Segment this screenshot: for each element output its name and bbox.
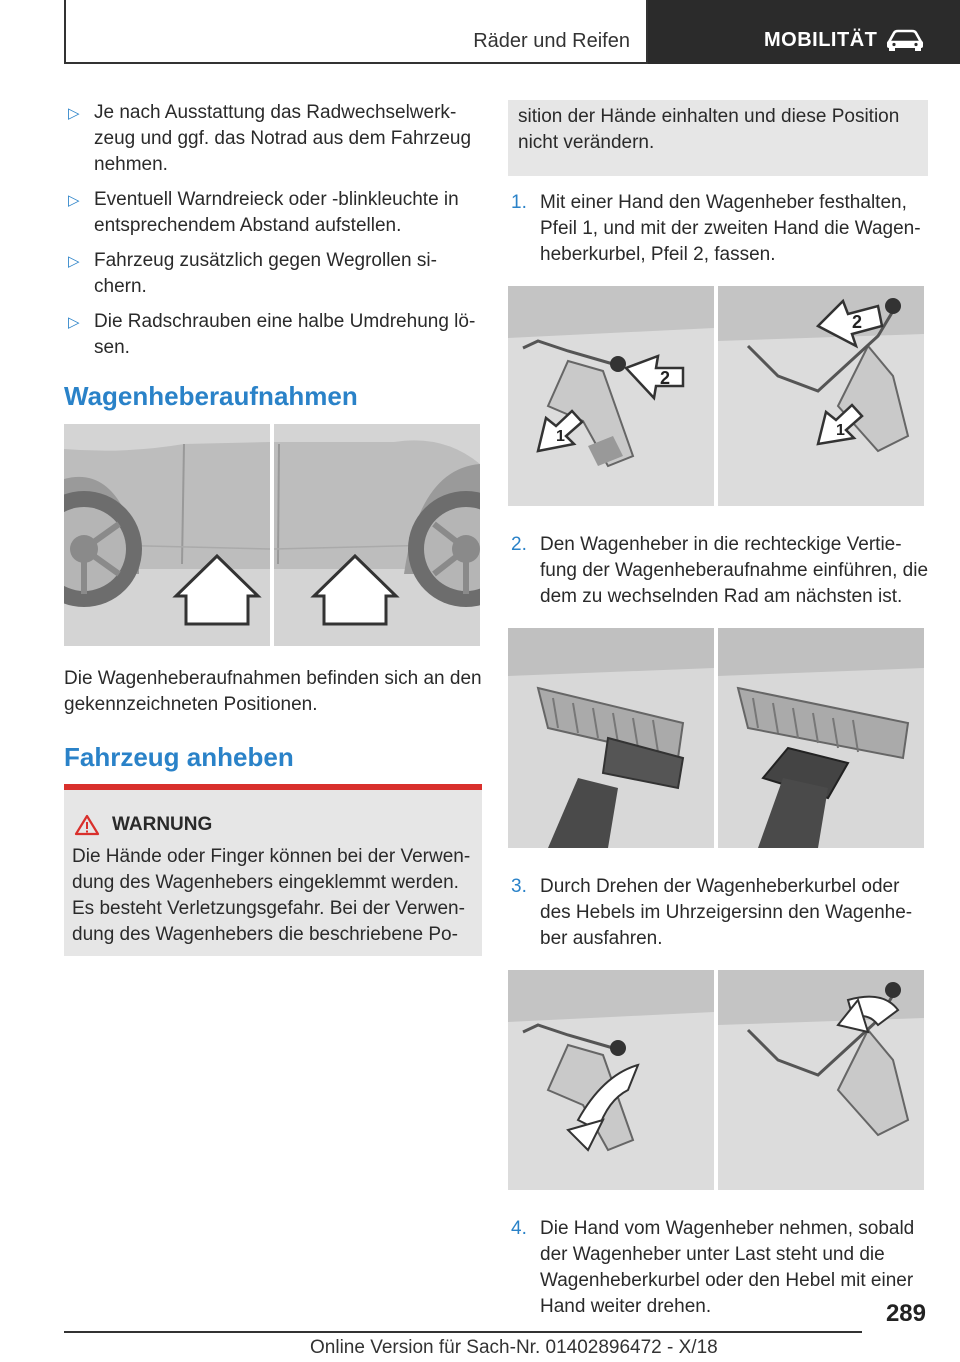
step-item — [508, 190, 928, 268]
step-number: 4. — [511, 1218, 527, 1239]
list-item — [64, 309, 482, 361]
step-text: Mit einer Hand den Wagenheber festhalten, Pfeil 1, und mit der zweiten Hand die Wagenheberkurbel, Pfeil 2, fassen. — [540, 192, 921, 265]
chapter-tab — [648, 0, 960, 64]
heading-raise-vehicle: Fahrzeug anheben — [64, 742, 294, 772]
arrow-2-label: 2 — [852, 312, 863, 332]
warning-text: Die Hände oder Finger können bei der Verwendung des Wagenhebers eingeklemmt werden. Es besteht Verletzungsgefahr. Bei der Verwendung des Wagenhebers die beschriebene Po- — [72, 846, 471, 945]
step-text: Die Hand vom Wagenheber nehmen, sobald der Wagenheber unter Last steht und die Wagenheberkurbel oder den Hebel mit einer Hand weiter drehen. — [540, 1218, 915, 1317]
list-item — [64, 100, 482, 178]
bullet-marker: ▷ — [68, 192, 80, 209]
chapter-title: MOBILITÄT — [764, 29, 878, 51]
step-number: 1. — [511, 192, 527, 213]
jackpoints-illustration — [64, 424, 482, 654]
section-title: Räder und Reifen — [473, 30, 630, 52]
step-text: Durch Drehen der Wagenheberkurbel oder des Hebels im Uhrzeigersinn den Wagenheber ausfahren. — [540, 876, 913, 949]
step-number: 2. — [511, 534, 527, 555]
jackpoints-caption: Die Wagenheberaufnahmen befinden sich an den gekennzeichneten Positionen. — [64, 668, 482, 715]
warning-title-row — [72, 812, 472, 838]
jack-hold-illustration — [508, 286, 928, 514]
list-item-text: Je nach Ausstattung das Radwechselwerkzeug und ggf. das Notrad aus dem Fahrzeug nehmen. — [94, 102, 472, 175]
arrow-2-label: 2 — [660, 368, 671, 388]
list-item — [64, 248, 482, 300]
step-item — [508, 874, 928, 952]
page-number: 289 — [885, 1300, 926, 1327]
warning-continuation-box: sition der Hände einhalten und diese Position nicht verändern. — [508, 100, 928, 176]
list-item-text: Eventuell Warndreieck oder -blinkleuchte in entsprechendem Abstand aufstellen. — [94, 189, 459, 236]
bullet-marker: ▷ — [68, 105, 80, 122]
step-item — [508, 1216, 928, 1320]
jack-crank-illustration — [508, 970, 928, 1198]
step-number: 3. — [511, 876, 527, 897]
car-icon — [885, 28, 925, 52]
arrow-1-label: 1 — [836, 422, 845, 439]
warning-title: WARNUNG — [112, 814, 213, 835]
step-text: Den Wagenheber in die rechteckige Vertiefung der Wagenheberaufnahme einführen, die dem zu wechselnden Rad am nächsten ist. — [540, 534, 929, 607]
jack-insert-illustration — [508, 628, 928, 856]
list-item-text: Die Radschrauben eine halbe Umdrehung lösen. — [94, 311, 476, 358]
step-item — [508, 532, 928, 610]
list-item — [64, 187, 482, 239]
arrow-1-label: 1 — [556, 428, 565, 445]
footer-divider — [64, 1331, 862, 1333]
bullet-marker: ▷ — [68, 253, 80, 270]
right-column — [508, 100, 928, 1338]
heading-jackpoints: Wagenheberaufnahmen — [64, 381, 358, 411]
warning-triangle-icon — [74, 814, 100, 836]
list-item-text: Fahrzeug zusätzlich gegen Wegrollen sichern. — [94, 250, 437, 297]
bullet-marker: ▷ — [68, 314, 80, 331]
header-section-box — [64, 0, 648, 64]
left-column — [64, 100, 482, 956]
warning-box — [64, 784, 482, 956]
footer-online-version: Online Version für Sach-Nr. 01402896472 - X/18 — [310, 1337, 718, 1358]
